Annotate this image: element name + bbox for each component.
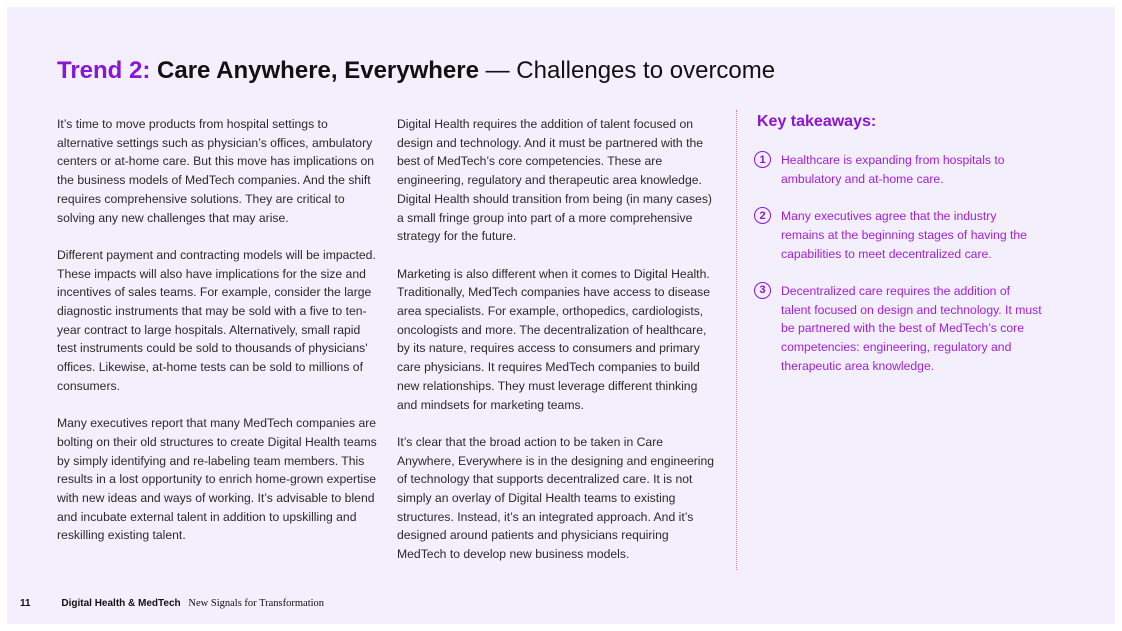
takeaway-text: Healthcare is expanding from hospitals to ambulatory and at-home care. [781, 153, 1005, 186]
number-badge-icon: 2 [754, 207, 771, 224]
takeaway-item [754, 151, 1054, 188]
title-trend-name: Care Anywhere, Everywhere [157, 57, 479, 84]
number-badge-icon: 3 [754, 282, 771, 299]
paragraph: Many executives report that many MedTech companies are bolting on their old structures to create Digital Health teams by simply identifying and re-labeling team members. This results in a lost opportunity to enrich home-grown expertise with new ideas and ways of working. It’s advisable to blend and incubate external talent in addition to upskilling and reskilling existing talent. [57, 416, 377, 543]
footer-brand: Digital Health & MedTech [61, 598, 181, 609]
title-subtitle: — Challenges to overcome [485, 57, 776, 84]
number-badge-icon: 1 [754, 151, 771, 168]
paragraph: It’s clear that the broad action to be taken in Care Anywhere, Everywhere is in the designing and engineering of technology that supports decentralized care. It is not simply an overlay of Digital Health teams to existing structures. Instead, it’s an integrated approach. And it’s designed around patients and physicians requiring MedTech to develop new business models. [397, 434, 715, 562]
paragraph: Digital Health requires the addition of talent focused on design and technology. And it must be partnered with the best of MedTech’s core competencies. These are engineering, regulatory and therapeutic area knowledge. Digital Health should transition from being (in many cases) a small fringe group into part of a more comprehensive strategy for the future. [397, 117, 712, 244]
page-number: 11 [20, 598, 31, 609]
paragraph: Marketing is also different when it comes to Digital Health. Traditionally, MedTech companies have access to disease area specialists. For example, orthopedics, cardiologists, oncologists and more. The decentralization of healthcare, by its nature, requires access to consumers and primary care physicians. It requires MedTech companies to build new relationships. They must leverage different thinking and mindsets for marketing teams. [397, 266, 710, 412]
paragraph: Different payment and contracting models will be impacted. These impacts will also have implications for the size and incentives of sales teams. For example, consider the large diagnostic instruments that may be sold with a five to ten-year contract to large hospitals. Alternatively, small rapid test instruments could be sold to thousands of physicians' offices. Likewise, at-home tests can be sold to millions of consumers. [57, 247, 376, 393]
page-title [57, 56, 957, 86]
paragraph: It’s time to move products from hospital settings to alternative settings such as physician’s offices, ambulatory centers or at-home care. But this move has implications on the business models of MedTech companies. And the shift requires comprehensive solutions. They are critical to solving any new challenges that may arise. [57, 117, 375, 225]
takeaway-text: Decentralized care requires the addition of talent focused on design and technology. It must be partnered with the best of MedTech’s core competencies: engineering, regulatory and therapeutic area knowledge. [781, 283, 1042, 373]
takeaways-heading: Key takeaways: [757, 113, 877, 130]
footer [20, 598, 324, 609]
takeaway-item [754, 207, 1054, 263]
takeaway-item [754, 282, 1054, 376]
column-divider [736, 110, 737, 570]
body-column-left [57, 115, 379, 564]
takeaway-text: Many executives agree that the industry remains at the beginning stages of having the capabilities to meet decentralized care. [781, 209, 1027, 261]
title-trend-label: Trend 2: [57, 57, 151, 84]
takeaways-list [754, 151, 1054, 394]
footer-subtitle: New Signals for Transformation [188, 598, 325, 609]
body-column-middle [397, 115, 719, 583]
